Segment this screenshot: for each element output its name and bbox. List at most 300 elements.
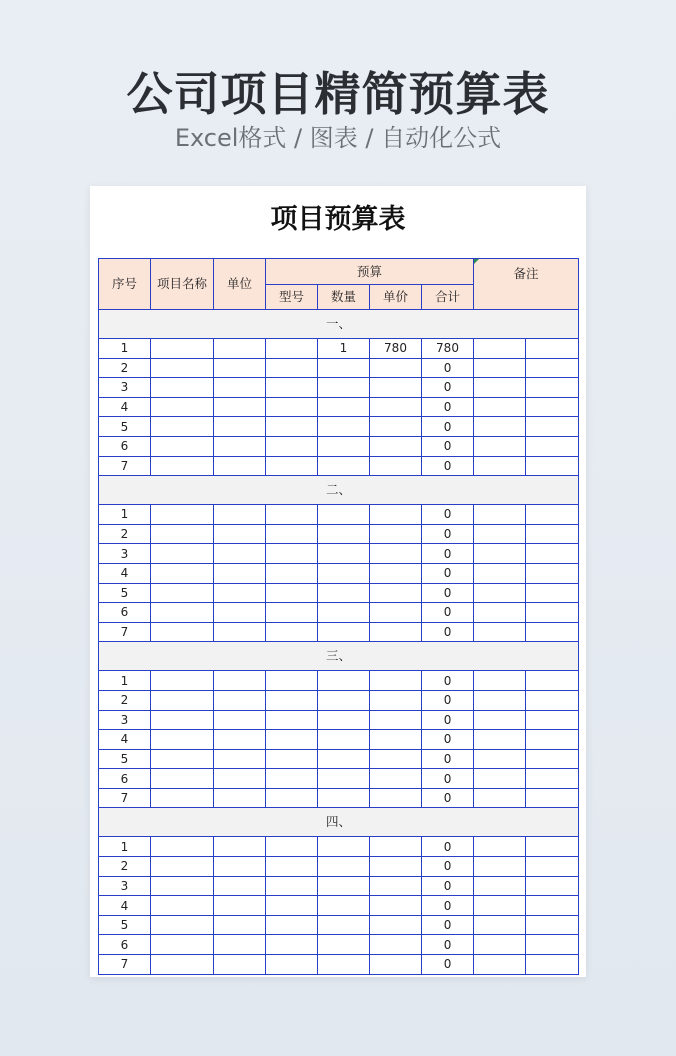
- remarks-cell[interactable]: [474, 749, 526, 769]
- remarks-extra-cell[interactable]: [526, 749, 579, 769]
- unit-price-cell[interactable]: [370, 622, 422, 642]
- page-title: 公司项目精简预算表: [126, 67, 550, 121]
- unit-price-cell[interactable]: [370, 583, 422, 603]
- project-name-cell[interactable]: [151, 876, 214, 896]
- total-cell[interactable]: 0: [422, 837, 474, 857]
- unit-cell[interactable]: [214, 563, 266, 583]
- seq-cell[interactable]: 6: [99, 603, 151, 623]
- unit-cell[interactable]: [214, 358, 266, 378]
- section-label[interactable]: 二、: [99, 476, 579, 505]
- unit-price-cell[interactable]: [370, 876, 422, 896]
- total-cell[interactable]: 0: [422, 710, 474, 730]
- total-cell[interactable]: 0: [422, 378, 474, 398]
- table-row: [99, 876, 579, 896]
- project-name-cell[interactable]: [151, 690, 214, 710]
- unit-cell[interactable]: [214, 378, 266, 398]
- unit-price-cell[interactable]: [370, 544, 422, 564]
- table-row: [99, 935, 579, 955]
- seq-cell[interactable]: 7: [99, 456, 151, 476]
- seq-cell[interactable]: 3: [99, 378, 151, 398]
- unit-price-cell[interactable]: 780: [370, 339, 422, 359]
- remarks-cell[interactable]: [474, 788, 526, 808]
- seq-cell[interactable]: 2: [99, 524, 151, 544]
- table-row: [99, 622, 579, 642]
- header-budget[interactable]: 预算: [266, 259, 474, 285]
- remarks-extra-cell[interactable]: [526, 730, 579, 750]
- seq-cell[interactable]: 4: [99, 896, 151, 916]
- table-row: [99, 857, 579, 877]
- seq-cell[interactable]: 7: [99, 622, 151, 642]
- unit-price-cell[interactable]: [370, 603, 422, 623]
- project-name-cell[interactable]: [151, 358, 214, 378]
- table-row: [99, 710, 579, 730]
- seq-cell[interactable]: 3: [99, 710, 151, 730]
- seq-cell[interactable]: 4: [99, 563, 151, 583]
- quantity-cell[interactable]: [318, 358, 370, 378]
- quantity-cell[interactable]: [318, 896, 370, 916]
- total-cell[interactable]: 0: [422, 417, 474, 437]
- quantity-cell[interactable]: [318, 710, 370, 730]
- unit-price-cell[interactable]: [370, 563, 422, 583]
- quantity-cell[interactable]: [318, 837, 370, 857]
- remarks-extra-cell[interactable]: [526, 857, 579, 877]
- unit-price-cell[interactable]: [370, 690, 422, 710]
- project-name-cell[interactable]: [151, 837, 214, 857]
- quantity-cell[interactable]: [318, 935, 370, 955]
- table-row: [99, 837, 579, 857]
- project-name-cell[interactable]: [151, 671, 214, 691]
- remarks-extra-cell[interactable]: [526, 935, 579, 955]
- project-name-cell[interactable]: [151, 544, 214, 564]
- remarks-cell[interactable]: [474, 876, 526, 896]
- total-cell[interactable]: 0: [422, 456, 474, 476]
- quantity-cell[interactable]: [318, 749, 370, 769]
- unit-cell[interactable]: [214, 671, 266, 691]
- seq-cell[interactable]: 2: [99, 857, 151, 877]
- project-name-cell[interactable]: [151, 456, 214, 476]
- unit-cell[interactable]: [214, 544, 266, 564]
- model-cell[interactable]: [266, 935, 318, 955]
- remarks-cell[interactable]: [474, 603, 526, 623]
- remarks-cell[interactable]: [474, 622, 526, 642]
- remarks-extra-cell[interactable]: [526, 397, 579, 417]
- remarks-extra-cell[interactable]: [526, 544, 579, 564]
- remarks-cell[interactable]: [474, 583, 526, 603]
- model-cell[interactable]: [266, 505, 318, 525]
- model-cell[interactable]: [266, 524, 318, 544]
- unit-price-cell[interactable]: [370, 397, 422, 417]
- remarks-cell[interactable]: [474, 896, 526, 916]
- unit-price-cell[interactable]: [370, 456, 422, 476]
- remarks-cell[interactable]: [474, 378, 526, 398]
- unit-price-cell[interactable]: [370, 730, 422, 750]
- remarks-cell[interactable]: [474, 563, 526, 583]
- unit-cell[interactable]: [214, 749, 266, 769]
- total-cell[interactable]: 0: [422, 915, 474, 935]
- header-total[interactable]: 合计: [422, 285, 474, 310]
- project-name-cell[interactable]: [151, 896, 214, 916]
- quantity-cell[interactable]: [318, 788, 370, 808]
- quantity-cell[interactable]: [318, 603, 370, 623]
- header-project-name[interactable]: 项目名称: [151, 259, 214, 310]
- unit-cell[interactable]: [214, 603, 266, 623]
- table-row: [99, 730, 579, 750]
- model-cell[interactable]: [266, 339, 318, 359]
- remarks-cell[interactable]: [474, 769, 526, 789]
- total-cell[interactable]: 0: [422, 524, 474, 544]
- project-name-cell[interactable]: [151, 378, 214, 398]
- project-name-cell[interactable]: [151, 955, 214, 975]
- remarks-cell[interactable]: [474, 915, 526, 935]
- seq-cell[interactable]: 1: [99, 505, 151, 525]
- table-row: [99, 583, 579, 603]
- total-cell[interactable]: 0: [422, 690, 474, 710]
- model-cell[interactable]: [266, 671, 318, 691]
- remarks-cell[interactable]: [474, 358, 526, 378]
- table-row: [99, 788, 579, 808]
- project-name-cell[interactable]: [151, 622, 214, 642]
- project-name-cell[interactable]: [151, 769, 214, 789]
- unit-cell[interactable]: [214, 896, 266, 916]
- spreadsheet-card: [90, 186, 586, 977]
- unit-price-cell[interactable]: [370, 915, 422, 935]
- seq-cell[interactable]: 4: [99, 397, 151, 417]
- total-cell[interactable]: 0: [422, 730, 474, 750]
- seq-cell[interactable]: 1: [99, 339, 151, 359]
- remarks-extra-cell[interactable]: [526, 524, 579, 544]
- total-cell[interactable]: 0: [422, 935, 474, 955]
- remarks-extra-cell[interactable]: [526, 339, 579, 359]
- model-cell[interactable]: [266, 417, 318, 437]
- model-cell[interactable]: [266, 603, 318, 623]
- seq-cell[interactable]: 3: [99, 544, 151, 564]
- quantity-cell[interactable]: [318, 915, 370, 935]
- header-model[interactable]: 型号: [266, 285, 318, 310]
- unit-cell[interactable]: [214, 935, 266, 955]
- unit-cell[interactable]: [214, 622, 266, 642]
- seq-cell[interactable]: 7: [99, 788, 151, 808]
- section-label[interactable]: 四、: [99, 808, 579, 837]
- project-name-cell[interactable]: [151, 915, 214, 935]
- section-row: [99, 808, 579, 837]
- unit-price-cell[interactable]: [370, 788, 422, 808]
- remarks-cell[interactable]: [474, 730, 526, 750]
- seq-cell[interactable]: 5: [99, 915, 151, 935]
- unit-cell[interactable]: [214, 769, 266, 789]
- remarks-extra-cell[interactable]: [526, 955, 579, 975]
- total-cell[interactable]: 0: [422, 896, 474, 916]
- table-row: [99, 436, 579, 456]
- remarks-cell[interactable]: [474, 671, 526, 691]
- total-cell[interactable]: 0: [422, 671, 474, 691]
- quantity-cell[interactable]: [318, 417, 370, 437]
- model-cell[interactable]: [266, 788, 318, 808]
- unit-cell[interactable]: [214, 837, 266, 857]
- remarks-cell[interactable]: [474, 456, 526, 476]
- unit-price-cell[interactable]: [370, 671, 422, 691]
- unit-cell[interactable]: [214, 417, 266, 437]
- remarks-cell[interactable]: [474, 397, 526, 417]
- unit-cell[interactable]: [214, 730, 266, 750]
- project-name-cell[interactable]: [151, 436, 214, 456]
- project-name-cell[interactable]: [151, 935, 214, 955]
- seq-cell[interactable]: 4: [99, 730, 151, 750]
- project-name-cell[interactable]: [151, 505, 214, 525]
- total-cell[interactable]: 780: [422, 339, 474, 359]
- table-row: [99, 378, 579, 398]
- total-cell[interactable]: 0: [422, 583, 474, 603]
- project-name-cell[interactable]: [151, 603, 214, 623]
- unit-price-cell[interactable]: [370, 896, 422, 916]
- quantity-cell[interactable]: [318, 769, 370, 789]
- table-row: [99, 915, 579, 935]
- seq-cell[interactable]: 5: [99, 417, 151, 437]
- unit-price-cell[interactable]: [370, 358, 422, 378]
- model-cell[interactable]: [266, 358, 318, 378]
- remarks-extra-cell[interactable]: [526, 436, 579, 456]
- section-row: [99, 476, 579, 505]
- header-row-1: [99, 259, 579, 285]
- seq-cell[interactable]: 6: [99, 769, 151, 789]
- header-remarks[interactable]: 备注: [474, 259, 579, 310]
- unit-cell[interactable]: [214, 857, 266, 877]
- remarks-extra-cell[interactable]: [526, 456, 579, 476]
- total-cell[interactable]: 0: [422, 857, 474, 877]
- quantity-cell[interactable]: [318, 544, 370, 564]
- remarks-extra-cell[interactable]: [526, 710, 579, 730]
- total-cell[interactable]: 0: [422, 436, 474, 456]
- table-row: [99, 603, 579, 623]
- page-subtitle: Excel格式 / 图表 / 自动化公式: [174, 124, 502, 152]
- unit-cell[interactable]: [214, 710, 266, 730]
- remarks-extra-cell[interactable]: [526, 358, 579, 378]
- remarks-cell[interactable]: [474, 690, 526, 710]
- remarks-extra-cell[interactable]: [526, 603, 579, 623]
- remarks-extra-cell[interactable]: [526, 417, 579, 437]
- unit-price-cell[interactable]: [370, 417, 422, 437]
- project-name-cell[interactable]: [151, 788, 214, 808]
- header-unit-price[interactable]: 单价: [370, 285, 422, 310]
- seq-cell[interactable]: 2: [99, 358, 151, 378]
- model-cell[interactable]: [266, 876, 318, 896]
- project-name-cell[interactable]: [151, 563, 214, 583]
- budget-table: [98, 258, 579, 975]
- budget-table-body: [99, 259, 579, 975]
- table-row: [99, 896, 579, 916]
- project-name-cell[interactable]: [151, 857, 214, 877]
- unit-price-cell[interactable]: [370, 524, 422, 544]
- total-cell[interactable]: 0: [422, 563, 474, 583]
- remarks-cell[interactable]: [474, 710, 526, 730]
- remarks-cell[interactable]: [474, 955, 526, 975]
- table-row: [99, 563, 579, 583]
- table-row: [99, 339, 579, 359]
- quantity-cell[interactable]: [318, 730, 370, 750]
- unit-price-cell[interactable]: [370, 955, 422, 975]
- unit-price-cell[interactable]: [370, 837, 422, 857]
- unit-cell[interactable]: [214, 436, 266, 456]
- remarks-cell[interactable]: [474, 544, 526, 564]
- quantity-cell[interactable]: 1: [318, 339, 370, 359]
- model-cell[interactable]: [266, 837, 318, 857]
- project-name-cell[interactable]: [151, 710, 214, 730]
- total-cell[interactable]: 0: [422, 788, 474, 808]
- model-cell[interactable]: [266, 456, 318, 476]
- remarks-cell[interactable]: [474, 417, 526, 437]
- model-cell[interactable]: [266, 378, 318, 398]
- project-name-cell[interactable]: [151, 397, 214, 417]
- model-cell[interactable]: [266, 955, 318, 975]
- section-label[interactable]: 一、: [99, 310, 579, 339]
- quantity-cell[interactable]: [318, 622, 370, 642]
- remarks-cell[interactable]: [474, 436, 526, 456]
- total-cell[interactable]: 0: [422, 358, 474, 378]
- model-cell[interactable]: [266, 436, 318, 456]
- table-row: [99, 524, 579, 544]
- table-row: [99, 749, 579, 769]
- project-name-cell[interactable]: [151, 749, 214, 769]
- project-name-cell[interactable]: [151, 417, 214, 437]
- model-cell[interactable]: [266, 749, 318, 769]
- quantity-cell[interactable]: [318, 857, 370, 877]
- unit-cell[interactable]: [214, 397, 266, 417]
- unit-price-cell[interactable]: [370, 749, 422, 769]
- header-unit[interactable]: 单位: [214, 259, 266, 310]
- unit-price-cell[interactable]: [370, 378, 422, 398]
- remarks-extra-cell[interactable]: [526, 378, 579, 398]
- model-cell[interactable]: [266, 583, 318, 603]
- unit-cell[interactable]: [214, 876, 266, 896]
- remarks-extra-cell[interactable]: [526, 622, 579, 642]
- model-cell[interactable]: [266, 710, 318, 730]
- header-seq[interactable]: 序号: [99, 259, 151, 310]
- unit-cell[interactable]: [214, 524, 266, 544]
- quantity-cell[interactable]: [318, 671, 370, 691]
- project-name-cell[interactable]: [151, 730, 214, 750]
- remarks-extra-cell[interactable]: [526, 671, 579, 691]
- remarks-extra-cell[interactable]: [526, 915, 579, 935]
- seq-cell[interactable]: 2: [99, 690, 151, 710]
- seq-cell[interactable]: 3: [99, 876, 151, 896]
- table-row: [99, 358, 579, 378]
- unit-cell[interactable]: [214, 788, 266, 808]
- remarks-extra-cell[interactable]: [526, 505, 579, 525]
- quantity-cell[interactable]: [318, 505, 370, 525]
- model-cell[interactable]: [266, 544, 318, 564]
- model-cell[interactable]: [266, 915, 318, 935]
- quantity-cell[interactable]: [318, 378, 370, 398]
- unit-price-cell[interactable]: [370, 935, 422, 955]
- model-cell[interactable]: [266, 896, 318, 916]
- unit-price-cell[interactable]: [370, 505, 422, 525]
- unit-cell[interactable]: [214, 339, 266, 359]
- seq-cell[interactable]: 7: [99, 955, 151, 975]
- model-cell[interactable]: [266, 769, 318, 789]
- unit-cell[interactable]: [214, 505, 266, 525]
- remarks-cell[interactable]: [474, 505, 526, 525]
- remarks-extra-cell[interactable]: [526, 583, 579, 603]
- unit-price-cell[interactable]: [370, 857, 422, 877]
- table-row: [99, 690, 579, 710]
- unit-price-cell[interactable]: [370, 710, 422, 730]
- total-cell[interactable]: 0: [422, 876, 474, 896]
- remarks-extra-cell[interactable]: [526, 876, 579, 896]
- quantity-cell[interactable]: [318, 397, 370, 417]
- unit-cell[interactable]: [214, 583, 266, 603]
- table-row: [99, 955, 579, 975]
- seq-cell[interactable]: 6: [99, 436, 151, 456]
- model-cell[interactable]: [266, 690, 318, 710]
- unit-price-cell[interactable]: [370, 436, 422, 456]
- table-row: [99, 397, 579, 417]
- unit-cell[interactable]: [214, 456, 266, 476]
- remarks-extra-cell[interactable]: [526, 563, 579, 583]
- project-name-cell[interactable]: [151, 339, 214, 359]
- remarks-cell[interactable]: [474, 339, 526, 359]
- quantity-cell[interactable]: [318, 583, 370, 603]
- remarks-cell[interactable]: [474, 935, 526, 955]
- quantity-cell[interactable]: [318, 436, 370, 456]
- quantity-cell[interactable]: [318, 456, 370, 476]
- unit-cell[interactable]: [214, 955, 266, 975]
- quantity-cell[interactable]: [318, 876, 370, 896]
- model-cell[interactable]: [266, 622, 318, 642]
- total-cell[interactable]: 0: [422, 622, 474, 642]
- total-cell[interactable]: 0: [422, 397, 474, 417]
- seq-cell[interactable]: 5: [99, 583, 151, 603]
- table-row: [99, 671, 579, 691]
- seq-cell[interactable]: 1: [99, 837, 151, 857]
- remarks-cell[interactable]: [474, 857, 526, 877]
- total-cell[interactable]: 0: [422, 505, 474, 525]
- unit-cell[interactable]: [214, 915, 266, 935]
- total-cell[interactable]: 0: [422, 749, 474, 769]
- remarks-extra-cell[interactable]: [526, 690, 579, 710]
- model-cell[interactable]: [266, 397, 318, 417]
- remarks-cell[interactable]: [474, 524, 526, 544]
- model-cell[interactable]: [266, 857, 318, 877]
- quantity-cell[interactable]: [318, 690, 370, 710]
- total-cell[interactable]: 0: [422, 603, 474, 623]
- table-row: [99, 456, 579, 476]
- unit-cell[interactable]: [214, 690, 266, 710]
- seq-cell[interactable]: 5: [99, 749, 151, 769]
- total-cell[interactable]: 0: [422, 955, 474, 975]
- remarks-extra-cell[interactable]: [526, 769, 579, 789]
- section-row: [99, 642, 579, 671]
- seq-cell[interactable]: 1: [99, 671, 151, 691]
- remarks-cell[interactable]: [474, 837, 526, 857]
- section-label[interactable]: 三、: [99, 642, 579, 671]
- quantity-cell[interactable]: [318, 955, 370, 975]
- quantity-cell[interactable]: [318, 524, 370, 544]
- model-cell[interactable]: [266, 730, 318, 750]
- unit-price-cell[interactable]: [370, 769, 422, 789]
- project-name-cell[interactable]: [151, 583, 214, 603]
- header-quantity[interactable]: 数量: [318, 285, 370, 310]
- remarks-extra-cell[interactable]: [526, 788, 579, 808]
- project-name-cell[interactable]: [151, 524, 214, 544]
- remarks-extra-cell[interactable]: [526, 837, 579, 857]
- quantity-cell[interactable]: [318, 563, 370, 583]
- model-cell[interactable]: [266, 563, 318, 583]
- seq-cell[interactable]: 6: [99, 935, 151, 955]
- table-row: [99, 505, 579, 525]
- section-row: [99, 310, 579, 339]
- total-cell[interactable]: 0: [422, 544, 474, 564]
- total-cell[interactable]: 0: [422, 769, 474, 789]
- remarks-extra-cell[interactable]: [526, 896, 579, 916]
